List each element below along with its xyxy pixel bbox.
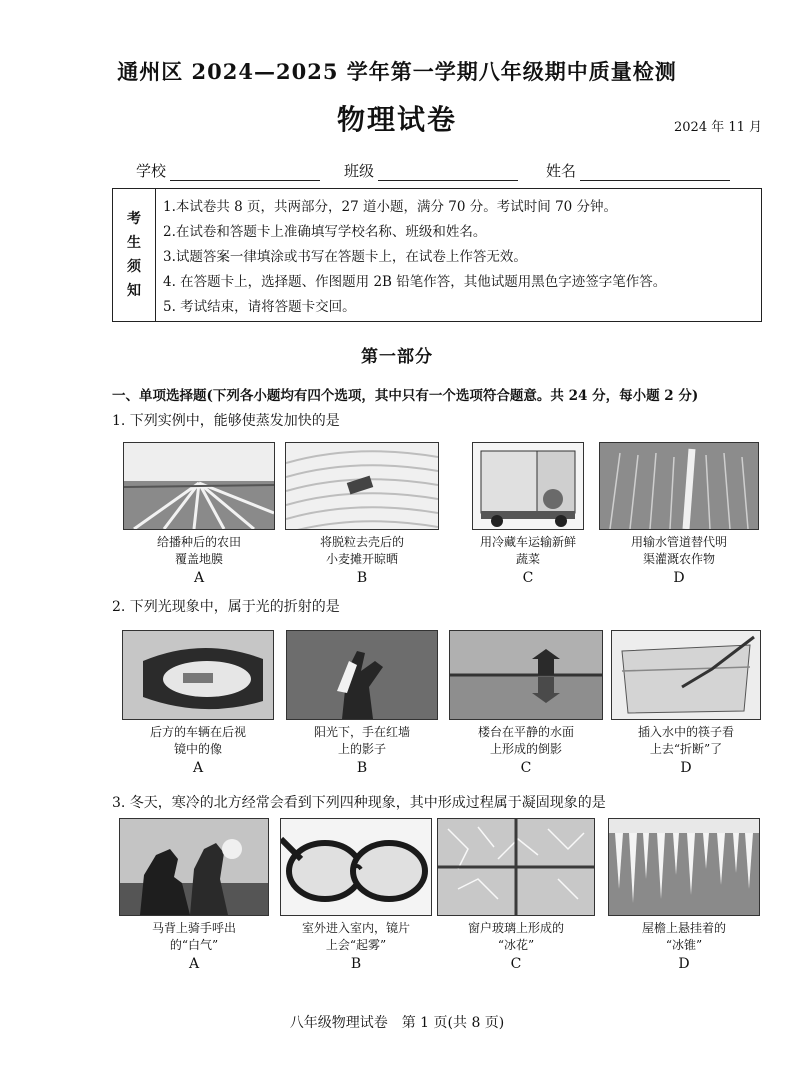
option-caption: 后方的车辆在后视 [149, 725, 246, 739]
school-field[interactable] [136, 160, 320, 181]
name-blank[interactable] [580, 164, 730, 181]
option-card[interactable] [610, 630, 762, 777]
option-card[interactable] [596, 442, 762, 587]
option-caption: 用输水管道替代明 [630, 535, 727, 549]
option-caption: 马背上骑手呼出 [151, 921, 236, 935]
option-letter: B [356, 760, 368, 776]
option-card[interactable] [278, 818, 434, 973]
frost-window-photo [437, 818, 595, 916]
option-card[interactable] [436, 818, 596, 973]
option-caption: 上形成的倒影 [489, 742, 562, 756]
option-caption: 渠灌溉农作物 [642, 552, 715, 566]
notice-item: 4. 在答题卡上，选择题、作图题用 2B 铅笔作答，其他试题用黑色字迹签字笔作答。 [163, 274, 667, 290]
option-card[interactable] [606, 818, 762, 973]
exam-notice-box [112, 188, 762, 322]
option-caption: 上的影子 [337, 742, 386, 756]
question-stem: 3. 冬天，寒冷的北方经常会看到下列四种现象，其中形成过程属于凝固现象的是 [112, 795, 606, 811]
refrigerated-truck-photo [472, 442, 584, 530]
option-caption: 插入水中的筷子看 [637, 725, 734, 739]
school-label: 学校 [136, 162, 167, 180]
option-card[interactable] [118, 818, 270, 973]
name-label: 姓名 [546, 162, 577, 180]
horse-rider-photo [119, 818, 269, 916]
section-instruction: 一、单项选择题(下列各小题均有四个选项，其中只有一个选项符合题意。共 24 分，每小题 2 分) [112, 388, 699, 404]
option-caption: “冰锥” [665, 938, 703, 952]
rearview-mirror-photo [122, 630, 274, 720]
option-letter: C [520, 760, 532, 776]
name-field[interactable] [546, 160, 730, 181]
question-stem: 2. 下列光现象中，属于光的折射的是 [112, 599, 340, 615]
option-caption: 上去“折断”了 [649, 742, 723, 756]
foggy-glasses-photo [280, 818, 432, 916]
option-caption: 楼台在平静的水面 [477, 725, 574, 739]
notice-label-char: 知 [127, 283, 141, 299]
option-caption: 阳光下，手在红墙 [313, 725, 410, 739]
notice-item: 1.本试卷共 8 页，共两部分，27 道小题，满分 70 分。考试时间 70 分钟。 [163, 199, 618, 215]
option-caption: 覆盖地膜 [174, 552, 223, 566]
option-card[interactable] [446, 630, 606, 777]
option-card[interactable] [122, 442, 276, 587]
option-letter: D [673, 570, 685, 586]
option-card[interactable] [120, 630, 276, 777]
option-letter: A [188, 956, 200, 972]
notice-item: 2.在试卷和答题卡上准确填写学校名称、班级和姓名。 [163, 224, 487, 240]
farmland-film-photo [123, 442, 275, 530]
exam-title: 通州区 2024—2025 学年第一学期八年级期中质量检测 [117, 59, 677, 84]
option-caption: 小麦摊开晾晒 [325, 552, 398, 566]
option-caption: 镜中的像 [173, 742, 222, 756]
notice-label [113, 189, 156, 321]
subject-title: 物理试卷 [336, 103, 457, 136]
option-letter: D [680, 760, 692, 776]
option-letter: A [192, 760, 204, 776]
tower-reflection-photo [449, 630, 603, 720]
option-caption: 窗户玻璃上形成的 [467, 921, 564, 935]
class-blank[interactable] [378, 164, 518, 181]
option-letter: A [193, 570, 205, 586]
exam-date: 2024 年 11 月 [674, 120, 763, 135]
question-stem: 1. 下列实例中，能够使蒸发加快的是 [112, 413, 340, 429]
notice-label-char: 考 [127, 211, 141, 227]
option-letter: B [356, 570, 368, 586]
option-letter: D [678, 956, 690, 972]
notice-label-char: 生 [127, 235, 141, 251]
section-title: 第一部分 [361, 347, 433, 367]
wheat-drying-photo [285, 442, 439, 530]
option-caption: 上会“起雾” [325, 938, 387, 952]
option-letter: B [350, 956, 362, 972]
option-caption: 给播种后的农田 [156, 535, 241, 549]
option-card[interactable] [446, 442, 610, 587]
class-label: 班级 [344, 162, 375, 180]
school-blank[interactable] [170, 164, 320, 181]
notice-list [163, 195, 666, 320]
option-caption: 室外进入室内，镜片 [301, 921, 410, 935]
option-caption: 用冷藏车运输新鲜 [479, 535, 576, 549]
option-caption: 将脱粒去壳后的 [319, 535, 404, 549]
hand-shadow-photo [286, 630, 438, 720]
irrigation-pipe-photo [599, 442, 759, 530]
option-caption: 蔬菜 [515, 552, 540, 566]
option-caption: 屋檐上悬挂着的 [641, 921, 726, 935]
chopstick-water-photo [611, 630, 761, 720]
notice-item: 3.试题答案一律填涂或书写在答题卡上，在试卷上作答无效。 [163, 249, 527, 265]
option-letter: C [522, 570, 534, 586]
icicles-photo [608, 818, 760, 916]
option-caption: “冰花” [497, 938, 535, 952]
option-letter: C [510, 956, 522, 972]
class-field[interactable] [344, 160, 518, 181]
option-card[interactable] [284, 630, 440, 777]
notice-label-char: 须 [127, 259, 141, 275]
option-card[interactable] [284, 442, 440, 587]
page-footer: 八年级物理试卷 第 1 页(共 8 页) [289, 1015, 505, 1031]
option-caption: 的“白气” [169, 938, 219, 952]
notice-item: 5. 考试结束，请将答题卡交回。 [163, 299, 356, 315]
